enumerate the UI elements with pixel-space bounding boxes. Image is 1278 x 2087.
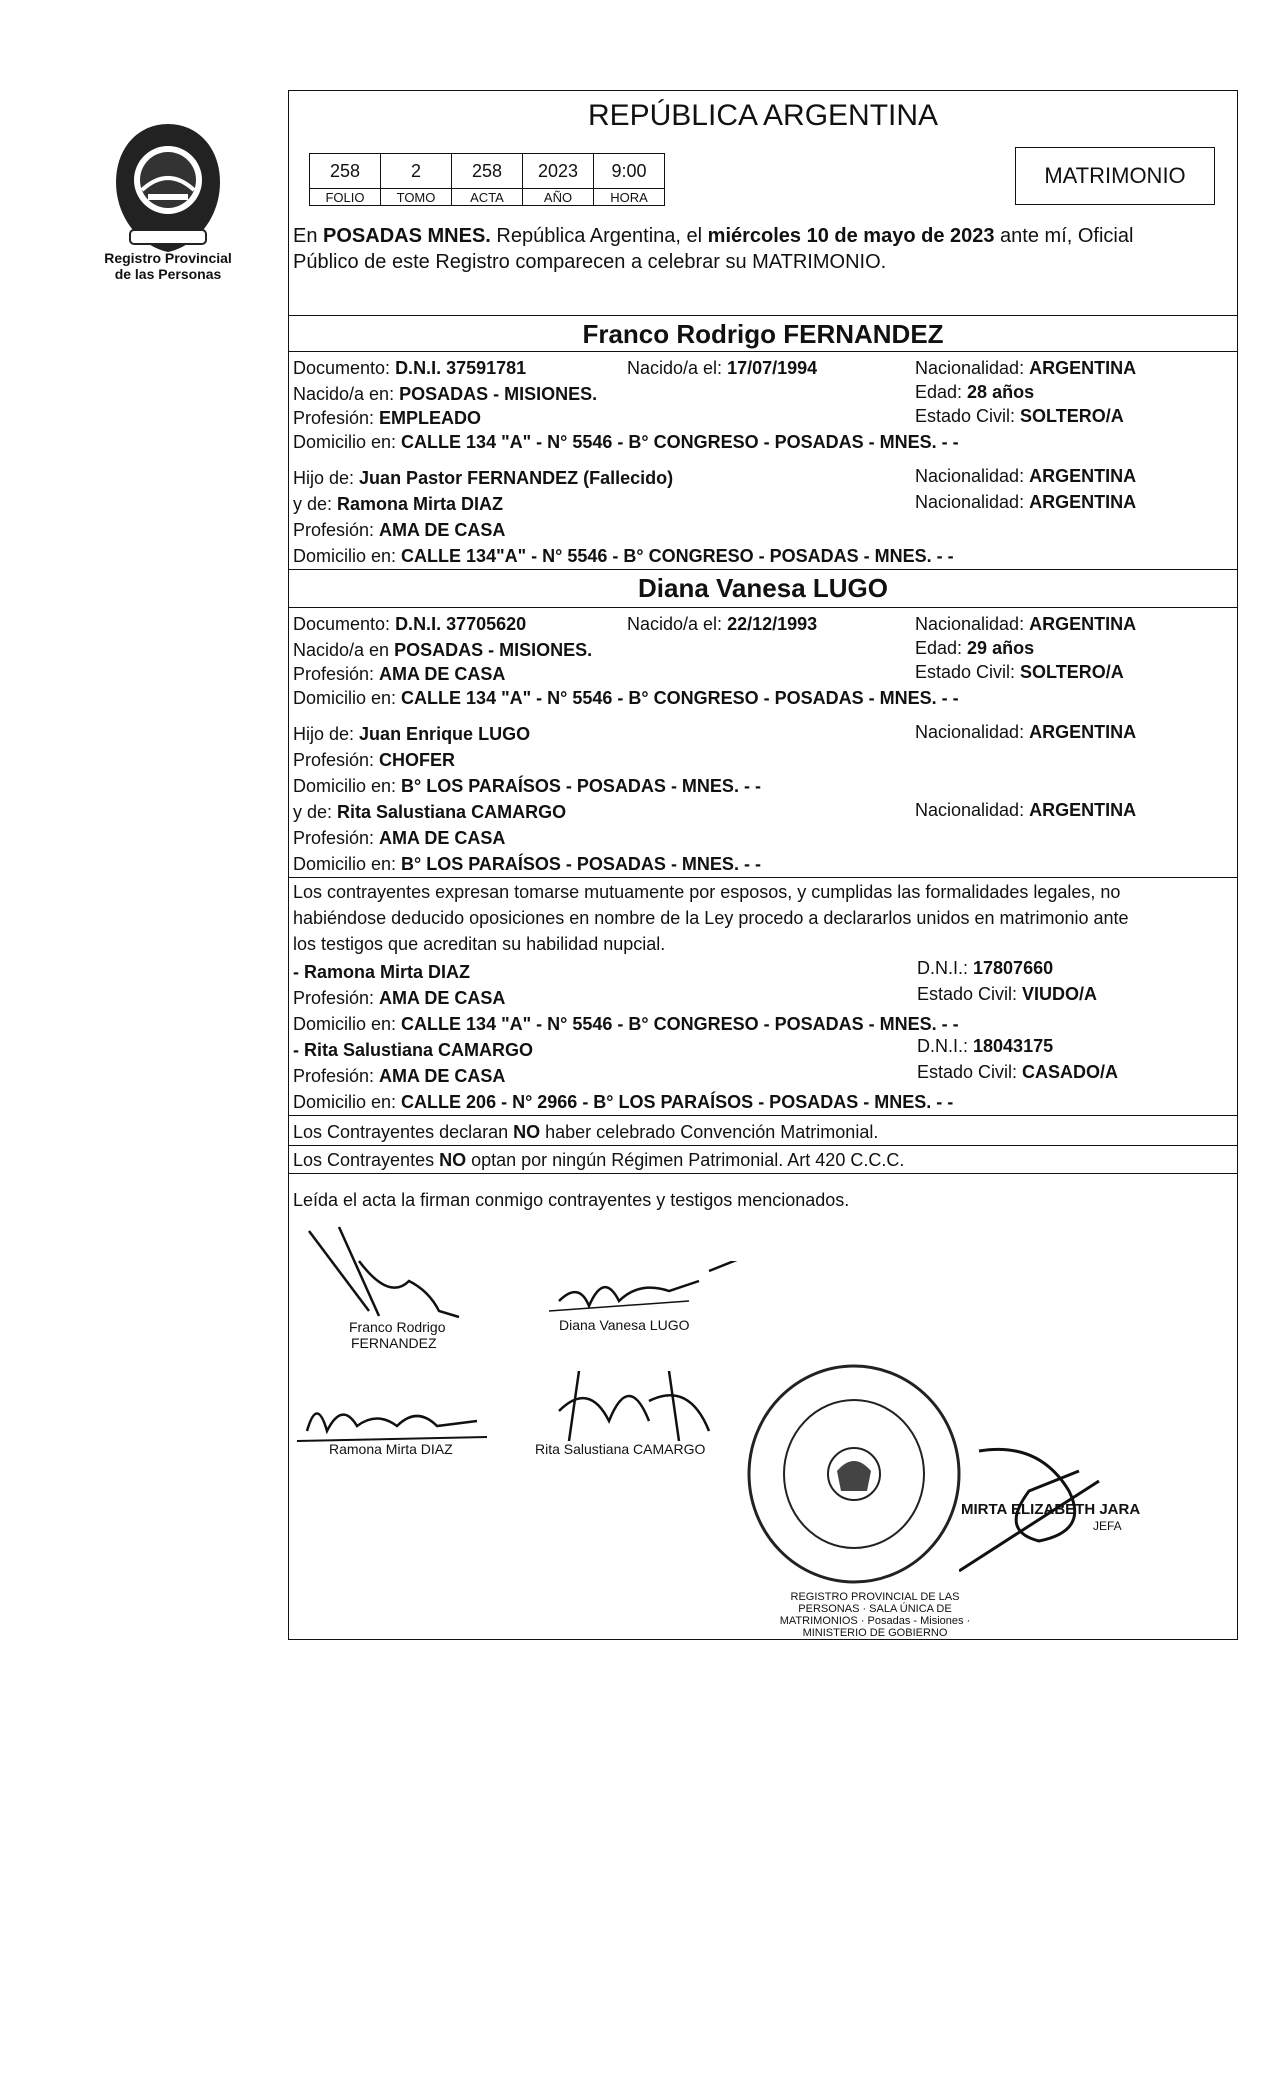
anio-value: 2023 [523,154,594,189]
groom-father: Hijo de: Juan Pastor FERNANDEZ (Fallecido) [293,468,674,488]
convention-line-2: Los Contrayentes NO optan por ningún Régimen Patrimonial. Art 420 C.C.C. [293,1150,905,1170]
groom-nacido-el: Nacido/a el: 17/07/1994 [627,358,818,378]
witness-1-profesion: Profesión: AMA DE CASA [293,988,506,1008]
witness-1-signature-label: Ramona Mirta DIAZ [329,1441,453,1457]
record-type-box: MATRIMONIO [1015,147,1215,205]
hora-label: HORA [594,189,665,206]
bride-father-nacionalidad: Nacionalidad: ARGENTINA [915,722,1137,742]
groom-profesion: Profesión: EMPLEADO [293,408,482,428]
bride-signature-label: Diana Vanesa LUGO [559,1317,690,1333]
country-title: REPÚBLICA ARGENTINA [587,99,939,132]
bride-mother-nacionalidad: Nacionalidad: ARGENTINA [915,800,1137,820]
tomo-value: 2 [381,154,452,189]
hora-value: 9:00 [594,154,665,189]
official-stamp-text: REGISTRO PROVINCIAL DE LAS PERSONAS · SALA ÚNICA DE MATRIMONIOS · Posadas - Misiones · MINISTERIO DE GOBIERNO [779,1591,971,1639]
anio-label: AÑO [523,189,594,206]
groom-name: Franco Rodrigo FERNANDEZ [582,319,944,349]
groom-nacionalidad: Nacionalidad: ARGENTINA [915,358,1137,378]
groom-nacido-en: Nacido/a en: POSADAS - MISIONES. [293,384,598,404]
bride-nacido-en: Nacido/a en POSADAS - MISIONES. [293,640,593,660]
groom-signature-label-2: FERNANDEZ [351,1335,437,1351]
acta-value: 258 [452,154,523,189]
closing-statement: Leída el acta la firman conmigo contrayentes y testigos mencionados. [293,1190,850,1210]
groom-signature-label-1: Franco Rodrigo [349,1319,446,1335]
bride-estado-civil: Estado Civil: SOLTERO/A [915,662,1124,682]
witness-1-name: - Ramona Mirta DIAZ [293,962,471,982]
bride-father-domicilio: Domicilio en: B° LOS PARAÍSOS - POSADAS - MNES. - - [293,776,761,796]
witness-2-signature [529,1361,729,1451]
bride-domicilio: Domicilio en: CALLE 134 "A" - N° 5546 - B° CONGRESO - POSADAS - MNES. - - [293,688,959,708]
bride-mother-domicilio: Domicilio en: B° LOS PARAÍSOS - POSADAS - MNES. - - [293,854,761,874]
groom-mother: y de: Ramona Mirta DIAZ [293,494,504,514]
groom-estado-civil: Estado Civil: SOLTERO/A [915,406,1124,426]
declaration-line-1: Los contrayentes expresan tomarse mutuamente por esposos, y cumplidas las formalidades legales, no [293,882,1121,902]
groom-documento: Documento: D.N.I. 37591781 [293,358,527,378]
witness-2-estado-civil: Estado Civil: CASADO/A [917,1062,1119,1082]
record-index-table [309,153,665,206]
bride-edad: Edad: 29 años [915,638,1035,658]
logo-caption [92,250,244,282]
witness-2-name: - Rita Salustiana CAMARGO [293,1040,534,1060]
bride-nacionalidad: Nacionalidad: ARGENTINA [915,614,1137,634]
logo-caption-line1: Registro Provincial [104,250,232,266]
declaration-line-2: habiéndose deducido oposiciones en nombre de la Ley procedo a declararlos unidos en matrimonio ante [293,908,1129,928]
bride-nacido-el: Nacido/a el: 22/12/1993 [627,614,818,634]
groom-parents-profesion: Profesión: AMA DE CASA [293,520,506,540]
certificate-frame [288,90,1238,1640]
witness-1-estado-civil: Estado Civil: VIUDO/A [917,984,1098,1004]
bride-name: Diana Vanesa LUGO [638,573,888,603]
witness-2-profesion: Profesión: AMA DE CASA [293,1066,506,1086]
declaration-line-3: los testigos que acreditan su habilidad nupcial. [293,934,666,954]
groom-edad: Edad: 28 años [915,382,1035,402]
bride-documento: Documento: D.N.I. 37705620 [293,614,527,634]
folio-label: FOLIO [310,189,381,206]
official-stamp [739,1359,969,1589]
official-role: JEFA [1093,1519,1122,1533]
witness-2-signature-label: Rita Salustiana CAMARGO [535,1441,706,1457]
bride-profesion: Profesión: AMA DE CASA [293,664,506,684]
groom-mother-nacionalidad: Nacionalidad: ARGENTINA [915,492,1137,512]
witness-2-domicilio: Domicilio en: CALLE 206 - N° 2966 - B° LOS PARAÍSOS - POSADAS - MNES. - - [293,1092,954,1112]
bride-father-profesion: Profesión: CHOFER [293,750,456,770]
intro-line-1: En POSADAS MNES. República Argentina, el miércoles 10 de mayo de 2023 ante mí, Oficial [293,225,1134,247]
tomo-label: TOMO [381,189,452,206]
official-name: MIRTA ELIZABETH JARA [961,1501,1141,1518]
acta-label: ACTA [452,189,523,206]
witness-1-dni: D.N.I.: 17807660 [917,958,1054,978]
groom-father-nacionalidad: Nacionalidad: ARGENTINA [915,466,1137,486]
groom-domicilio: Domicilio en: CALLE 134 "A" - N° 5546 - B° CONGRESO - POSADAS - MNES. - - [293,432,959,452]
bride-mother: y de: Rita Salustiana CAMARGO [293,802,567,822]
witness-1-domicilio: Domicilio en: CALLE 134 "A" - N° 5546 - B° CONGRESO - POSADAS - MNES. - - [293,1014,959,1034]
convention-line-1: Los Contrayentes declaran NO haber celebrado Convención Matrimonial. [293,1122,879,1142]
intro-line-2: Público de este Registro comparecen a celebrar su MATRIMONIO. [293,251,887,273]
provincial-seal-logo [108,118,228,258]
logo-caption-line2: de las Personas [114,266,222,282]
bride-father: Hijo de: Juan Enrique LUGO [293,724,531,744]
groom-parents-domicilio: Domicilio en: CALLE 134"A" - N° 5546 - B° CONGRESO - POSADAS - MNES. - - [293,546,954,566]
witness-2-dni: D.N.I.: 18043175 [917,1036,1054,1056]
folio-value: 258 [310,154,381,189]
bride-mother-profesion: Profesión: AMA DE CASA [293,828,506,848]
